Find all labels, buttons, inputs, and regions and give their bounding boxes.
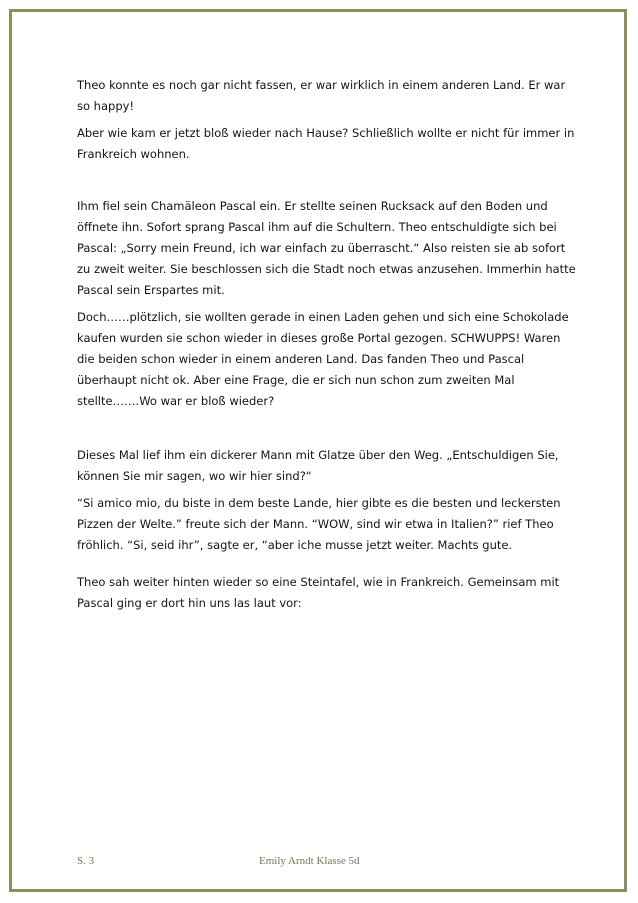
- document-body: [77, 75, 577, 614]
- footer-author: Emily Arndt Klasse 5d: [259, 855, 360, 867]
- paragraph-2: Aber wie kam er jetzt bloß wieder nach Hause? Schließlich wollte er nicht für immer in Frankreich wohnen.: [77, 126, 575, 161]
- paragraph-3: Ihm fiel sein Chamäleon Pascal ein. Er stellte seinen Rucksack auf den Boden und öffnete ihn. Sofort sprang Pascal ihm auf die Schultern. Theo entschuldigte sich bei Pascal: „Sorry mein Freund, ich war einfach zu überrascht.“ Also reisten sie ab sofort zu zweit weiter. Sie beschlossen sich die Stadt noch etwas anzusehen. Immerhin hatte Pascal sein Erspartes mit.: [77, 199, 576, 297]
- paragraph-1: Theo konnte es noch gar nicht fassen, er war wirklich in einem anderen Land. Er war so happy!: [77, 78, 566, 113]
- paragraph-5: Dieses Mal lief ihm ein dickerer Mann mit Glatze über den Weg. „Entschuldigen Sie, können Sie mir sagen, wo wir hier sind?“: [77, 448, 559, 483]
- paragraph-7: Theo sah weiter hinten wieder so eine Steintafel, wie in Frankreich. Gemeinsam mit Pascal ging er dort hin uns las laut vor:: [77, 575, 560, 610]
- page-number: S. 3: [77, 855, 95, 867]
- paragraph-4: Doch……plötzlich, sie wollten gerade in einen Laden gehen und sich eine Schokolade kaufen wurden sie schon wieder in dieses große Portal gezogen. SCHWUPPS! Waren die beiden schon wieder in einem anderen Land. Das fanden Theo und Pascal überhaupt nicht ok. Aber eine Frage, die er sich nun schon zum zweiten Mal stellte…….Wo war er bloß wieder?: [77, 310, 569, 408]
- paragraph-6: “Si amico mio, du biste in dem beste Lande, hier gibte es die besten und leckersten Pizzen der Welte.” freute sich der Mann. “WOW, sind wir etwa in Italien?” rief Theo fröhlich. “Si, seid ihr”, sagte er, “aber iche musse jetzt weiter. Machts gute.: [77, 496, 561, 552]
